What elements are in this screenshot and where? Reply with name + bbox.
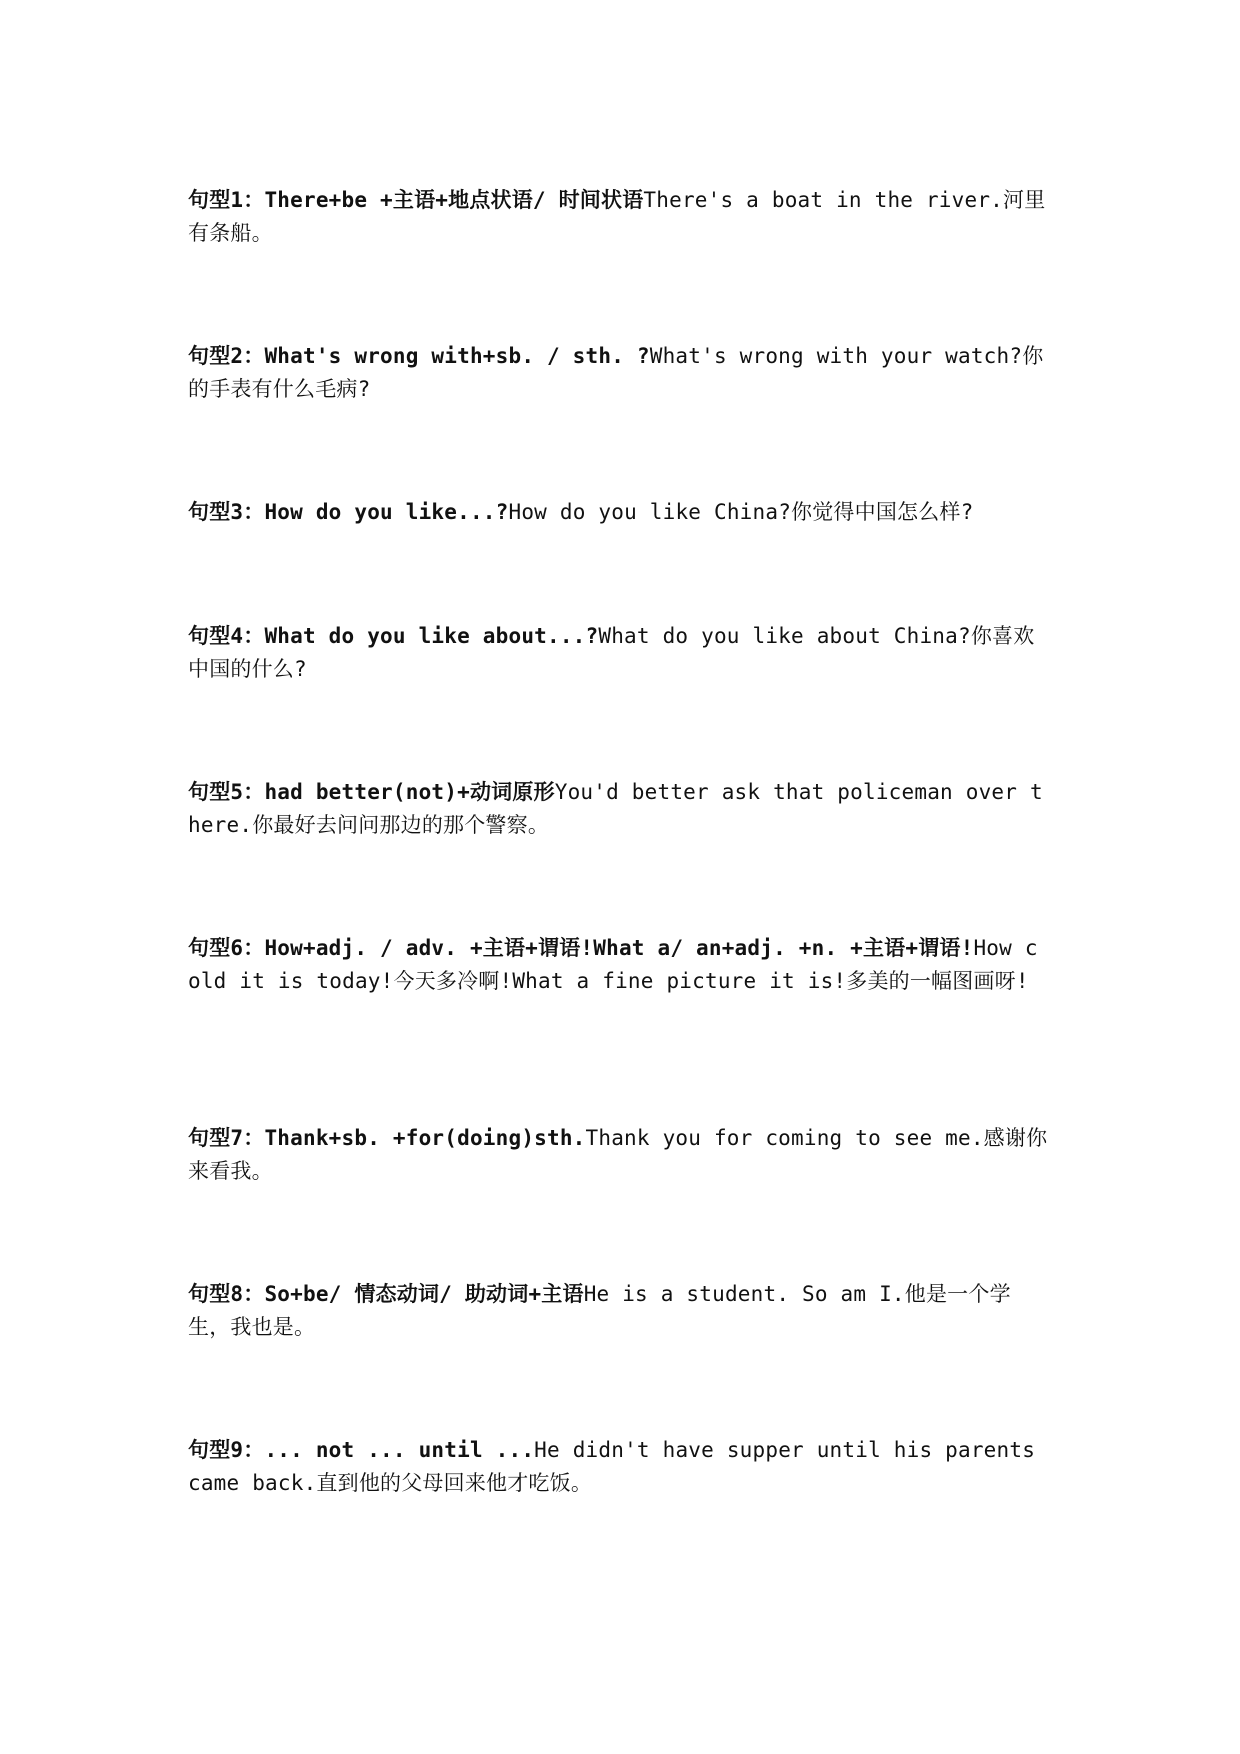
sentence-pattern-9 [188,1434,1050,1500]
pattern-number: 句型7： [188,1126,265,1150]
sentence-pattern-8 [188,1278,1050,1344]
sentence-pattern-5 [188,776,1050,842]
pattern-formula: How do you like...? [264,500,509,524]
pattern-number: 句型2： [188,344,265,368]
sentence-pattern-3 [188,496,1050,529]
pattern-number: 句型1： [188,188,265,212]
pattern-number: 句型3： [188,500,265,524]
pattern-example: He is a student. So am I.他是一个学生，我也是。 [188,1282,1011,1339]
pattern-formula: So+be/ 情态动词/ 助动词+主语 [264,1282,584,1306]
sentence-pattern-4 [188,620,1050,686]
pattern-example: What's wrong with your watch?你的手表有什么毛病? [188,344,1044,401]
pattern-number: 句型5： [188,780,265,804]
pattern-formula: What do you like about...? [264,624,599,648]
sentence-pattern-6 [188,932,1050,998]
pattern-example: Thank you for coming to see me.感谢你来看我。 [188,1126,1048,1183]
pattern-example: What do you like about China?你喜欢中国的什么? [188,624,1035,681]
pattern-formula: ... not ... until ... [264,1438,535,1462]
pattern-example: You'd better ask that policeman over there.你最好去问问那边的那个警察。 [188,780,1043,837]
sentence-pattern-2 [188,340,1050,406]
pattern-number: 句型9： [188,1438,265,1462]
pattern-example: He didn't have supper until his parents came back.直到他的父母回来他才吃饭。 [188,1438,1036,1495]
pattern-example: How do you like China?你觉得中国怎么样? [508,500,974,524]
pattern-formula: There+be +主语+地点状语/ 时间状语 [264,188,644,212]
pattern-formula: had better(not)+动词原形 [264,780,555,804]
pattern-number: 句型6： [188,936,265,960]
pattern-formula: How+adj. / adv. +主语+谓语!What a/ an+adj. +n. +主语+谓语! [264,936,974,960]
sentence-pattern-7 [188,1122,1050,1188]
pattern-formula: What's wrong with+sb. / sth. ? [264,344,650,368]
pattern-example: How cold it is today!今天多冷啊!What a fine picture it is!多美的一幅图画呀! [188,936,1038,993]
pattern-number: 句型4： [188,624,265,648]
pattern-number: 句型8： [188,1282,265,1306]
sentence-pattern-1 [188,184,1050,250]
pattern-example: There's a boat in the river.河里有条船。 [188,188,1046,245]
pattern-formula: Thank+sb. +for(doing)sth. [264,1126,586,1150]
